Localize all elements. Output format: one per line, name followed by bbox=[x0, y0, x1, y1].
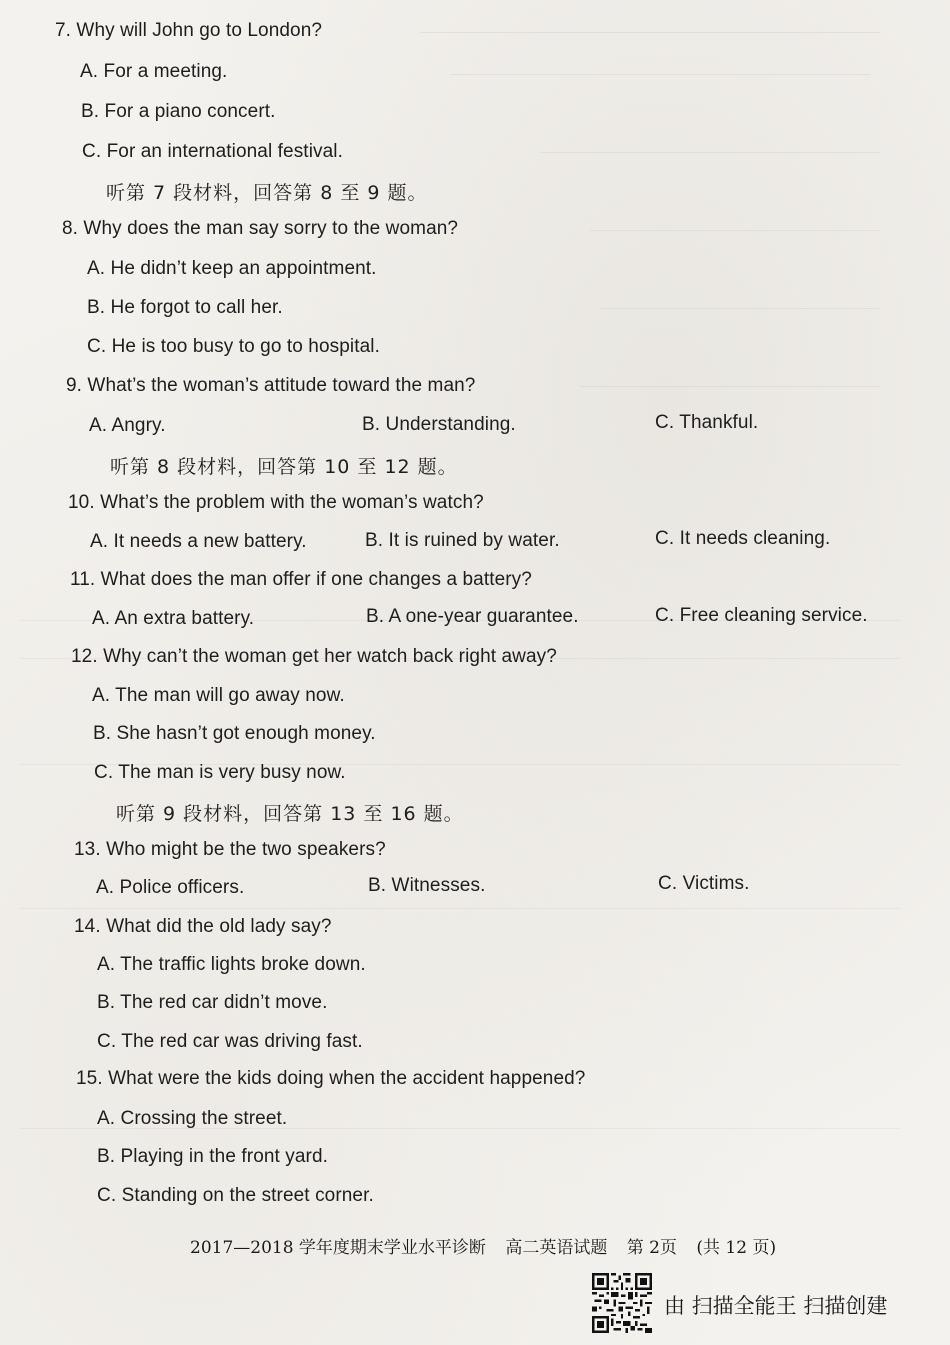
question-9-option-a: A. Angry. bbox=[89, 415, 166, 436]
footer-subject: 高二英语试题 bbox=[505, 1238, 608, 1258]
question-14-option-b: B. The red car didn’t move. bbox=[97, 992, 328, 1013]
qr-code-icon bbox=[592, 1273, 652, 1333]
question-13-option-b: B. Witnesses. bbox=[368, 875, 486, 896]
question-15-option-c: C. Standing on the street corner. bbox=[97, 1185, 374, 1206]
question-15: 15. What were the kids doing when the accident happened? bbox=[76, 1068, 586, 1089]
question-15-option-a: A. Crossing the street. bbox=[97, 1108, 288, 1129]
scanner-watermark: 由 扫描全能王 扫描创建 bbox=[664, 1294, 888, 1318]
question-12-option-b: B. She hasn’t got enough money. bbox=[93, 723, 376, 744]
section-9-instruction: 听第 9 段材料，回答第 13 至 16 题。 bbox=[116, 803, 464, 825]
section-7-instruction: 听第 7 段材料，回答第 8 至 9 题。 bbox=[106, 182, 428, 204]
question-15-option-b: B. Playing in the front yard. bbox=[97, 1146, 329, 1167]
question-10-option-b: B. It is ruined by water. bbox=[365, 530, 560, 551]
question-14: 14. What did the old lady say? bbox=[74, 916, 332, 937]
question-8-option-a: A. He didn’t keep an appointment. bbox=[87, 258, 377, 279]
question-11-option-c: C. Free cleaning service. bbox=[655, 605, 868, 626]
question-7-option-c: C. For an international festival. bbox=[82, 141, 343, 162]
question-12-option-a: A. The man will go away now. bbox=[92, 685, 345, 706]
question-8: 8. Why does the man say sorry to the woman? bbox=[62, 218, 459, 239]
question-11: 11. What does the man offer if one changes a battery? bbox=[70, 569, 532, 590]
question-14-option-a: A. The traffic lights broke down. bbox=[97, 954, 366, 975]
question-11-option-b: B. A one-year guarantee. bbox=[366, 606, 579, 627]
question-10-option-c: C. It needs cleaning. bbox=[655, 528, 831, 549]
question-8-option-b: B. He forgot to call her. bbox=[87, 297, 283, 318]
question-12-option-c: C. The man is very busy now. bbox=[94, 762, 346, 783]
question-13: 13. Who might be the two speakers? bbox=[74, 839, 386, 860]
section-8-instruction: 听第 8 段材料，回答第 10 至 12 题。 bbox=[110, 456, 458, 478]
question-10-option-a: A. It needs a new battery. bbox=[90, 531, 307, 552]
question-9-option-b: B. Understanding. bbox=[362, 414, 516, 435]
question-11-option-a: A. An extra battery. bbox=[92, 608, 255, 629]
question-13-option-c: C. Victims. bbox=[658, 873, 750, 894]
question-14-option-c: C. The red car was driving fast. bbox=[97, 1031, 363, 1052]
question-13-option-a: A. Police officers. bbox=[96, 877, 245, 898]
question-9-option-c: C. Thankful. bbox=[655, 412, 759, 433]
question-8-option-c: C. He is too busy to go to hospital. bbox=[87, 336, 380, 357]
question-12: 12. Why can’t the woman get her watch back right away? bbox=[71, 646, 557, 667]
footer-exam-title: 2017—2018 学年度期末学业水平诊断 bbox=[190, 1238, 486, 1258]
question-7-option-a: A. For a meeting. bbox=[80, 61, 228, 82]
question-7: 7. Why will John go to London? bbox=[55, 20, 323, 41]
footer-total-pages: (共 12 页) bbox=[696, 1238, 777, 1258]
page-footer bbox=[190, 1233, 790, 1258]
question-9: 9. What’s the woman’s attitude toward the man? bbox=[66, 375, 476, 396]
question-10: 10. What’s the problem with the woman’s watch? bbox=[68, 492, 484, 513]
question-7-option-b: B. For a piano concert. bbox=[81, 101, 276, 122]
footer-page-number: 第 2页 bbox=[626, 1238, 677, 1258]
